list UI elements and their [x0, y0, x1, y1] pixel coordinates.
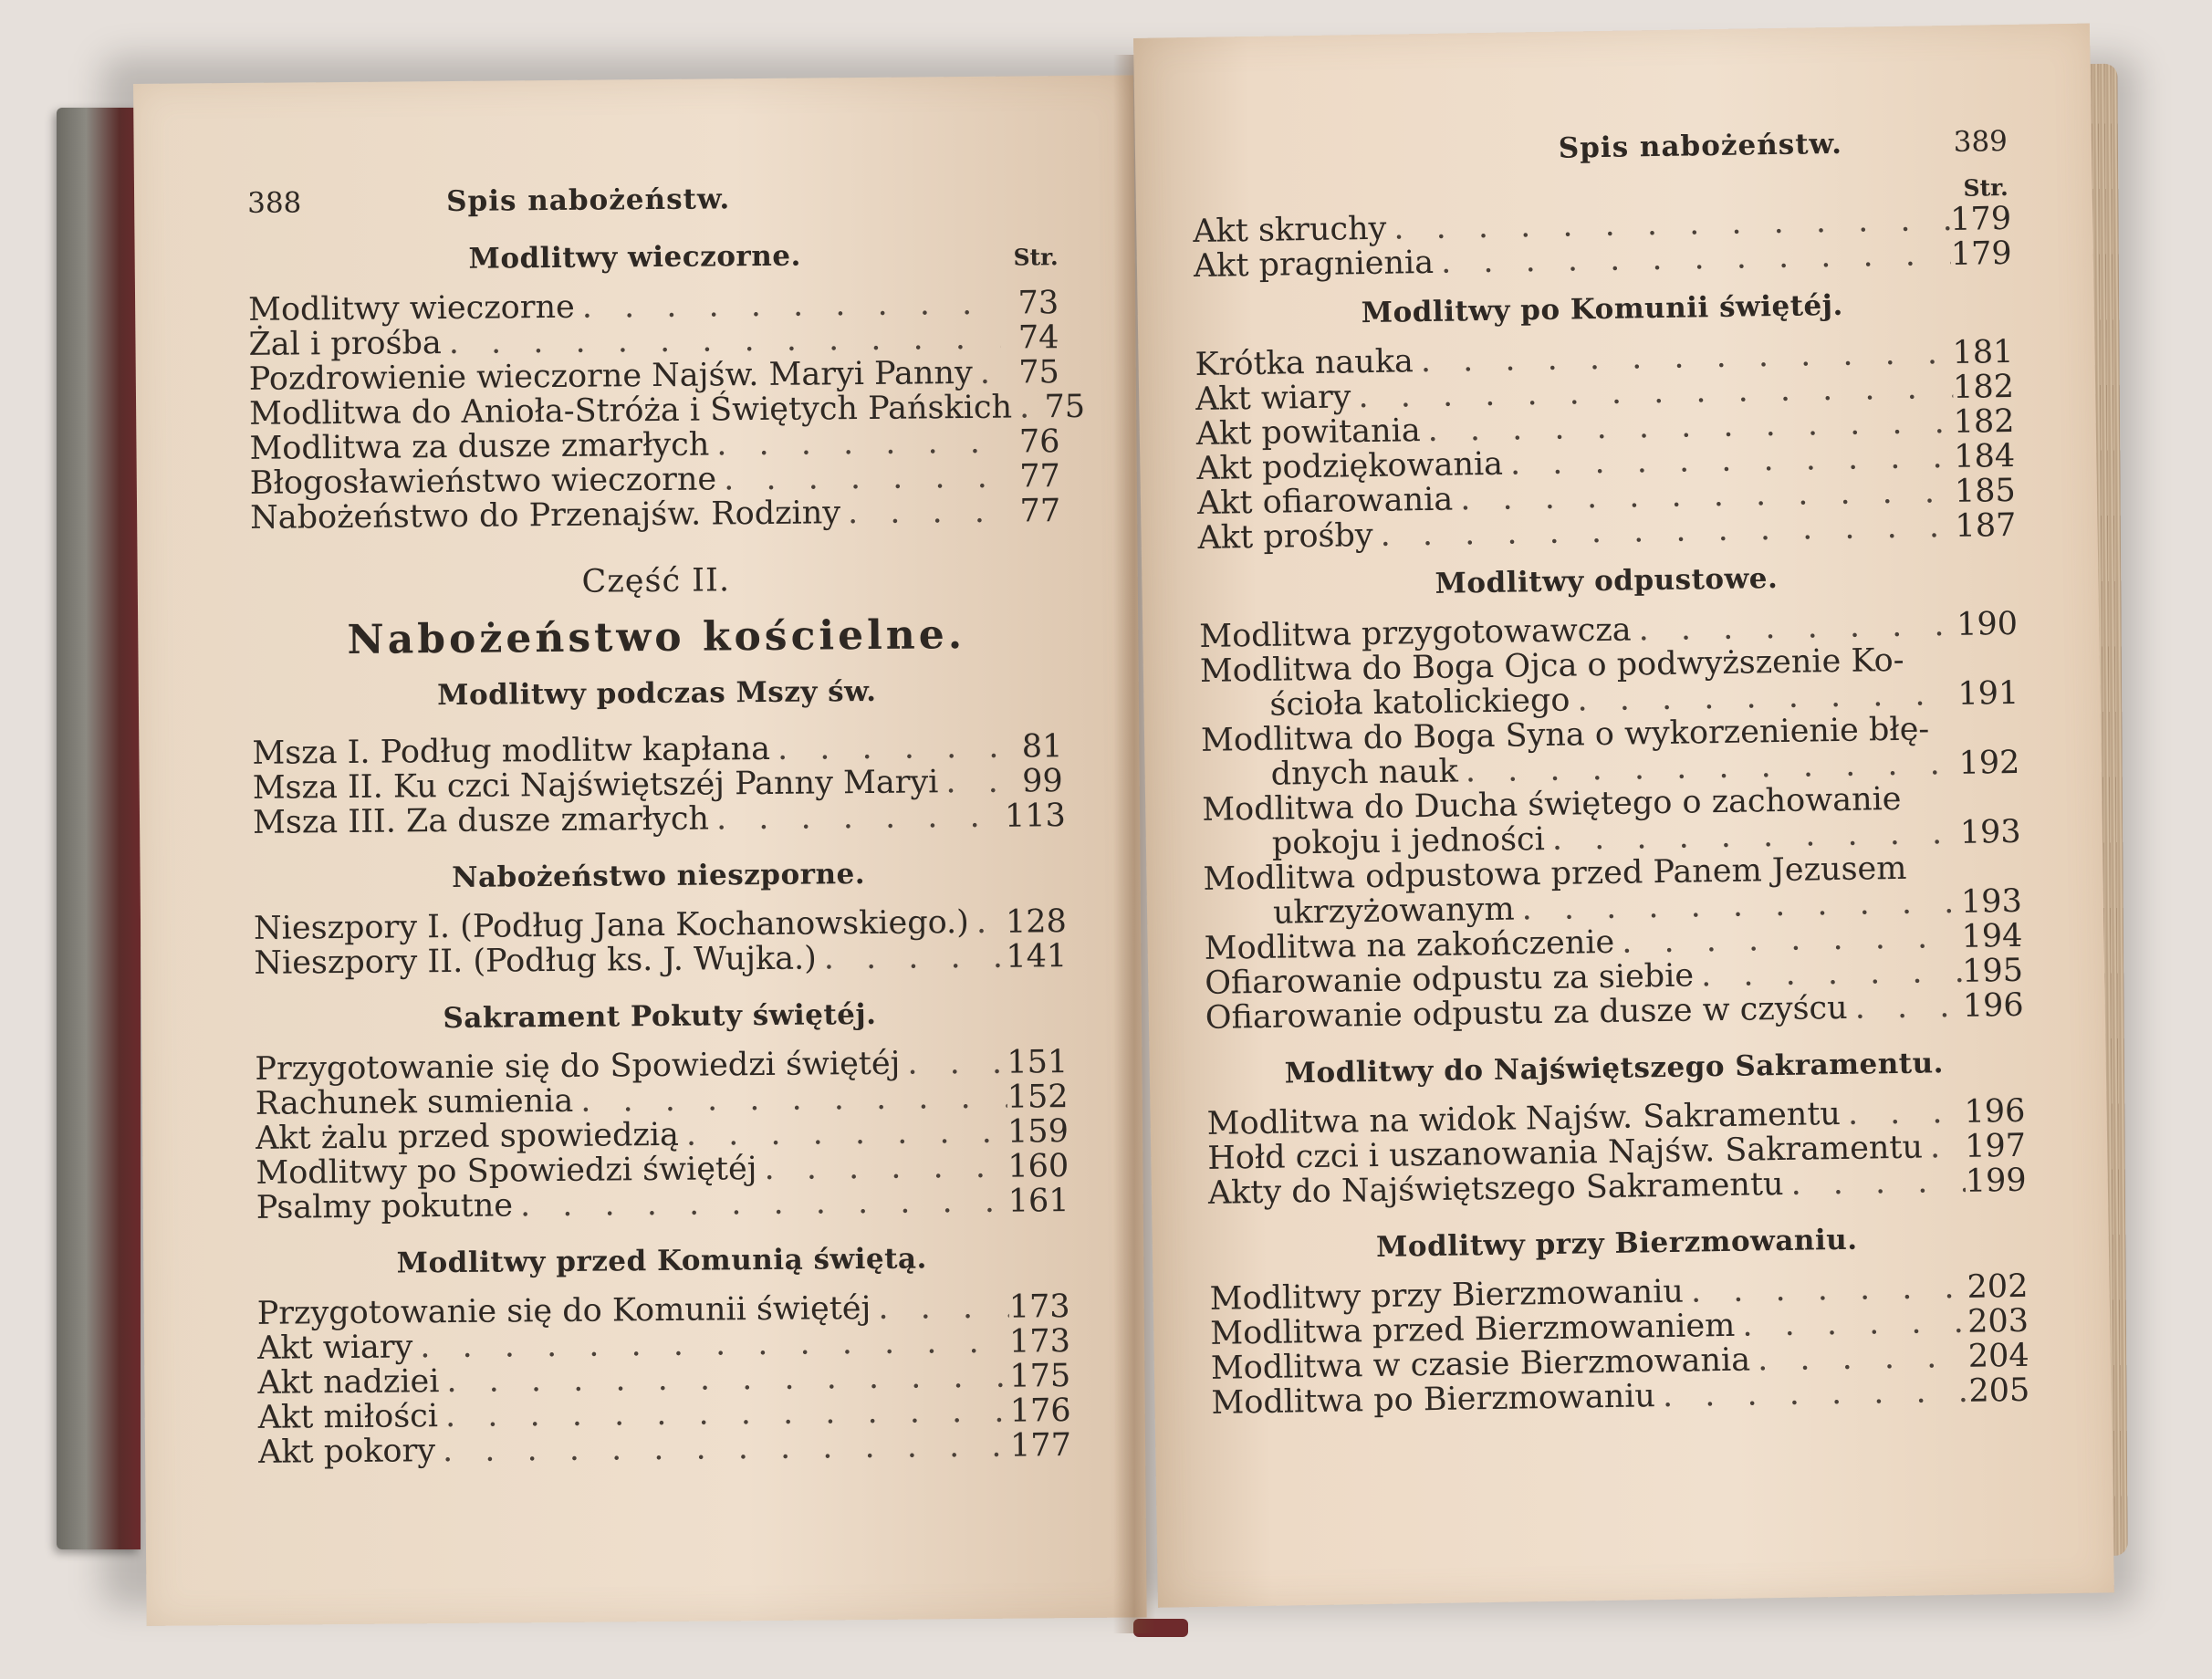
entry-page: 173: [1008, 1323, 1071, 1361]
entry-page: 190: [1956, 605, 2019, 643]
toc-list-after-communion: [1195, 333, 2017, 557]
entry-title: Ofiarowanie odpustu za siebie: [1204, 957, 1695, 1002]
entry-title: Akt prośby: [1197, 516, 1373, 557]
entry-page: 182: [1953, 402, 2015, 441]
entry-title: Modlitwa przed Bierzmowaniem: [1209, 1307, 1736, 1352]
entry-title: Nieszpory I. (Podług Jana Kochanowskiego.): [253, 904, 970, 947]
str-label: Str.: [1013, 244, 1059, 271]
entry-page: 196: [1964, 1092, 2026, 1131]
toc-list-continued: [1193, 200, 2012, 285]
running-title: Spis nabożeństw.: [446, 182, 731, 219]
entry-page: 74: [1017, 319, 1059, 357]
toc-list-before-communion: [256, 1288, 1072, 1471]
entry-title: Akt pokory: [257, 1433, 436, 1471]
left-page-content: [133, 75, 1145, 1471]
toc-entry: [254, 938, 1068, 982]
section-heading: Nabożeństwo nieszporne.: [451, 858, 866, 894]
entry-page: 73: [1017, 285, 1059, 322]
section-heading: Modlitwy podczas Mszy św.: [437, 674, 877, 713]
entry-page: 176: [1009, 1392, 1071, 1430]
entry-title: Nabożeństwo do Przenajśw. Rodziny: [249, 495, 841, 537]
section-heading: Modlitwy po Komunii świętéj.: [1361, 288, 1843, 330]
entry-page: 197: [1964, 1127, 2027, 1165]
part-label: Część II.: [581, 562, 731, 600]
section-heading: Sakrament Pokuty świętéj.: [443, 997, 877, 1036]
entry-page: 202: [1967, 1267, 2029, 1306]
entry-page: 187: [1955, 506, 2017, 545]
entry-title: Akt ofiarowania: [1196, 481, 1454, 522]
entry-title: Rachunek sumienia: [255, 1082, 574, 1122]
entry-title: Pozdrowienie wieczorne Najśw. Maryi Panny: [248, 354, 973, 398]
entry-page: 161: [1007, 1183, 1069, 1220]
entry-page: 191: [1957, 674, 2019, 713]
entry-title: Modlitwa po Bierzmowaniu: [1211, 1378, 1656, 1422]
entry-page: 184: [1954, 437, 2016, 475]
entry-title: Błogosławieństwo wieczorne: [249, 461, 717, 502]
section-heading: Modlitwy do Najświętszego Sakramentu.: [1284, 1047, 1945, 1090]
toc-list-evening: [247, 285, 1086, 537]
entry-title: Przygotowanie się do Komunii świętéj: [256, 1289, 871, 1332]
toc-list-penance: [255, 1045, 1067, 1225]
entry-page: 173: [1008, 1288, 1070, 1326]
entry-page: 179: [1950, 235, 2012, 273]
entry-page: 196: [1962, 986, 2024, 1025]
entry-page: 75: [1018, 354, 1059, 391]
right-page: [1133, 24, 2114, 1608]
entry-title: Modlitwa za dusze zmarłych: [249, 426, 710, 467]
entry-page: 179: [1949, 200, 2012, 238]
right-page-content: [1133, 24, 2112, 1422]
entry-title: Akty do Najświętszego Sakramentu: [1207, 1165, 1784, 1212]
entry-title: Akt nadziei: [257, 1363, 440, 1402]
entry-title-continued: ścioła katolickiego: [1269, 682, 1570, 724]
entry-title: Modlitwy wieczorne: [247, 288, 575, 328]
entry-title: Modlitwa przygotowawcza: [1198, 611, 1632, 655]
entry-title-continued: dnych nauk: [1270, 753, 1459, 793]
page-number: 388: [246, 186, 302, 220]
entry-title: Hołd czci i uszanowania Najśw. Sakramentu: [1206, 1129, 1924, 1177]
toc-entry: [252, 798, 1067, 841]
entry-title: Modlitwa do Ducha świętego o zachowanie: [1201, 780, 1902, 829]
entry-title: Modlitwa na widok Najśw. Sakramentu: [1206, 1095, 1842, 1142]
toc-list-sacrament: [1206, 1092, 2027, 1212]
entry-title: Modlitwa odpustowa przed Panem Jezusem: [1203, 850, 1907, 898]
entry-page: 75: [1044, 388, 1086, 426]
entry-page: 160: [1007, 1148, 1069, 1185]
entry-title-continued: pokoju i jedności: [1271, 821, 1546, 862]
entry-title: Modlitwa w czasie Bierzmowania: [1210, 1341, 1751, 1387]
entry-title: Akt miłości: [257, 1398, 439, 1436]
toc-list-indulgence: [1198, 605, 2024, 1037]
str-label: Str.: [1963, 173, 2009, 202]
section-heading: Modlitwy odpustowe.: [1435, 561, 1779, 600]
entry-page: 193: [1959, 813, 2021, 851]
entry-page: 113: [1004, 798, 1067, 835]
entry-page: 77: [1019, 458, 1060, 495]
entry-title: Żal i prośba: [248, 325, 442, 363]
entry-page: 81: [1021, 728, 1063, 766]
entry-page: 203: [1967, 1302, 2029, 1340]
entry-page: 99: [1021, 763, 1063, 800]
part-title: Nabożeństwo kościelne.: [347, 611, 966, 663]
entry-title: Msza I. Podług modlitw kapłana: [252, 730, 771, 772]
entry-page: 181: [1952, 333, 2014, 371]
toc-list-vespers: [253, 903, 1068, 982]
entry-page: 194: [1961, 917, 2023, 955]
entry-title: Akt wiary: [256, 1329, 413, 1367]
entry-title: Ofiarowanie odpustu za dusze w czyścu: [1205, 989, 1848, 1037]
entry-title: Akt wiary: [1195, 379, 1351, 418]
entry-title: Krótka nauka: [1195, 343, 1414, 383]
page-number: 389: [1953, 124, 2009, 159]
entry-page: 141: [1006, 938, 1068, 975]
entry-title: Modlitwy po Spowiedzi świętéj: [256, 1151, 757, 1192]
entry-title: Akt żalu przed spowiedzią: [255, 1116, 680, 1157]
entry-title: Msza III. Za dusze zmarłych: [252, 800, 710, 841]
toc-entry: [250, 494, 1060, 536]
entry-title: Msza II. Ku czci Najświętszéj Panny Maryi: [252, 764, 939, 807]
entry-title: Akt powitania: [1195, 412, 1421, 453]
entry-page: 77: [1019, 493, 1061, 530]
entry-title: Modlitwy przy Bierzmowaniu: [1209, 1273, 1685, 1318]
toc-entry: [256, 1184, 1067, 1225]
entry-title: Modlitwa na zakończenie: [1204, 923, 1615, 967]
entry-page: 193: [1960, 882, 2023, 921]
entry-title: Przygotowanie się do Spowiedzi świętéj: [255, 1045, 901, 1088]
entry-page: 192: [1958, 744, 2020, 782]
entry-title: Psalmy pokutne: [256, 1187, 514, 1226]
entry-page: 182: [1952, 368, 2015, 406]
entry-page: 128: [1005, 903, 1068, 941]
toc-entry: [257, 1427, 1072, 1471]
book-cover: [57, 108, 141, 1549]
entry-page: 195: [1961, 952, 2024, 990]
entry-title: Modlitwa do Boga Syna o wykorzenienie błę-: [1200, 711, 1930, 759]
entry-page: 205: [1968, 1371, 2030, 1410]
section-heading: Modlitwy wieczorne.: [468, 239, 801, 276]
entry-title: Akt podziękowania: [1196, 445, 1504, 487]
toc-list-confirmation: [1209, 1267, 2030, 1422]
entry-page: 152: [1007, 1079, 1069, 1116]
running-title: Spis nabożeństw.: [1558, 127, 1843, 165]
section-heading: Modlitwy przed Komunią świętą.: [396, 1242, 928, 1280]
entry-page: 151: [1007, 1044, 1069, 1081]
entry-page: 177: [1009, 1427, 1072, 1465]
toc-list-mass: [252, 728, 1067, 841]
entry-title: Akt pragnienia: [1193, 244, 1435, 285]
entry-page: 204: [1967, 1337, 2029, 1375]
entry-title: Nieszpory II. (Podług ks. J. Wujka.): [254, 940, 817, 982]
entry-page: 76: [1018, 423, 1060, 461]
left-page: [133, 75, 1147, 1626]
entry-title: Modlitwa do Boga Ojca o podwyższenie Ko-: [1199, 641, 1904, 690]
entry-page: 199: [1965, 1162, 2027, 1200]
section-heading: Modlitwy przy Bierzmowaniu.: [1375, 1223, 1858, 1264]
entry-page: 175: [1009, 1358, 1071, 1395]
entry-page: 159: [1007, 1113, 1069, 1151]
entry-title-continued: ukrzyżowanym: [1272, 891, 1515, 932]
entry-title: Akt skruchy: [1193, 210, 1387, 250]
entry-page: 185: [1954, 472, 2017, 510]
entry-title: Modlitwa do Anioła-Stróża i Świętych Pańskich: [248, 389, 1013, 433]
